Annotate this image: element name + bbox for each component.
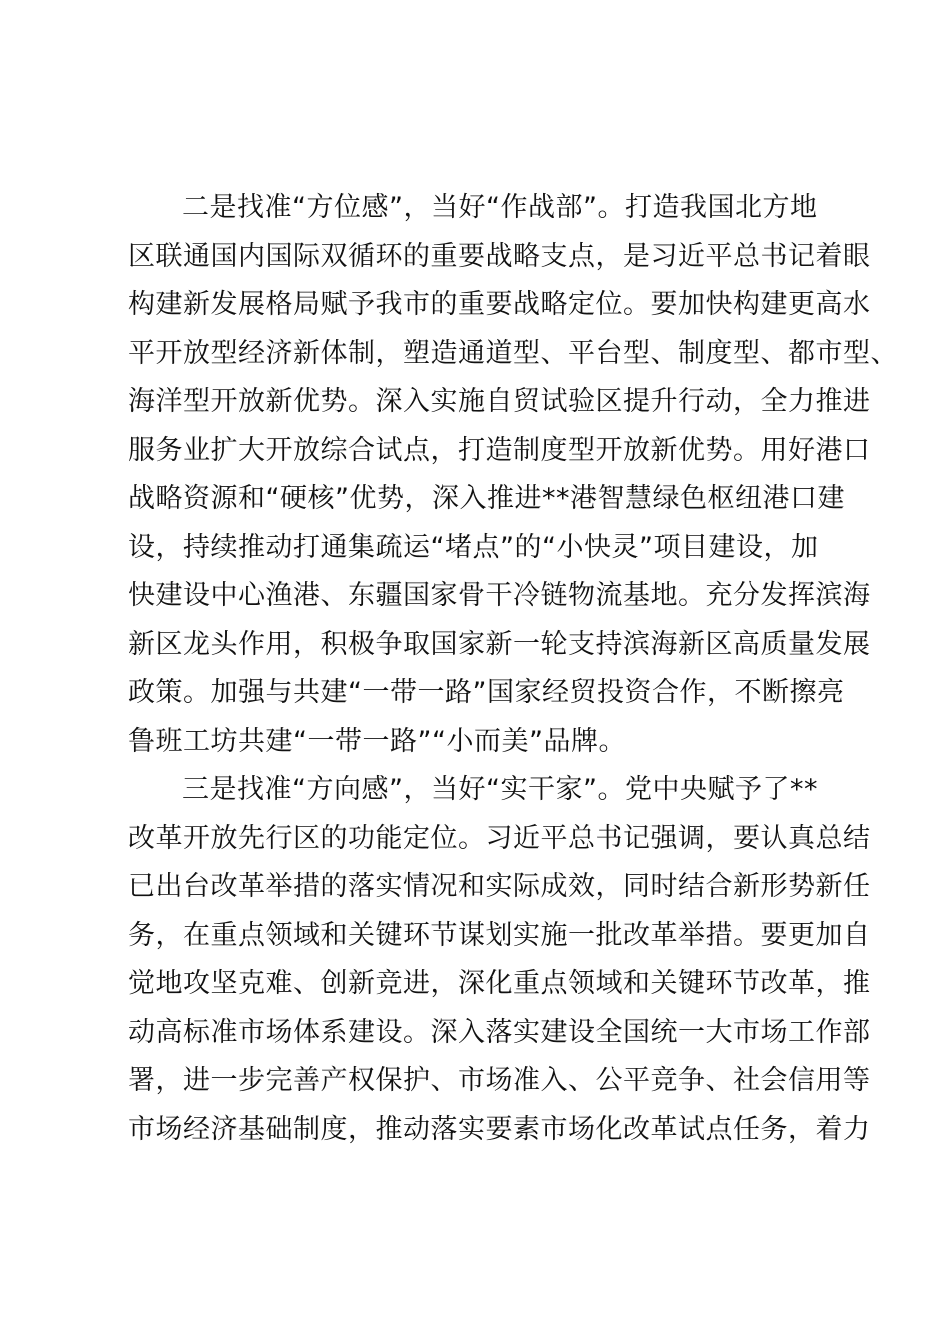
paragraph-line: 平开放型经济新体制，塑造通道型、平台型、制度型、都市型、 — [128, 337, 898, 369]
paragraph-line: 新区龙头作用，积极争取国家新一轮支持滨海新区高质量发展 — [128, 628, 871, 660]
paragraph-fangweigan — [128, 184, 898, 766]
paragraph-line: 鲁班工坊共建“一带一路”“小而美”品牌。 — [128, 725, 626, 757]
paragraph-line: 区联通国内国际双循环的重要战略支点，是习近平总书记着眼 — [128, 240, 871, 272]
paragraph-line: 二是找准“方位感”，当好“作战部”。打造我国北方地 — [182, 192, 818, 223]
paragraph-fangxianggan — [128, 766, 871, 1154]
document-body — [128, 184, 898, 1154]
paragraph-line: 构建新发展格局赋予我市的重要战略定位。要加快构建更高水 — [128, 289, 871, 320]
paragraph-line: 服务业扩大开放综合试点，打造制度型开放新优势。用好港口 — [128, 434, 871, 466]
paragraph-line: 已出台改革举措的落实情况和实际成效，同时结合新形势新任 — [128, 871, 871, 902]
paragraph-line: 改革开放先行区的功能定位。习近平总书记强调，要认真总结 — [128, 822, 871, 854]
paragraph-line: 署，进一步完善产权保护、市场准入、公平竞争、社会信用等 — [128, 1065, 871, 1096]
paragraph-line: 三是找准“方向感”，当好“实干家”。党中央赋予了** — [182, 774, 818, 805]
paragraph-line: 市场经济基础制度，推动落实要素市场化改革试点任务，着力 — [128, 1113, 871, 1145]
paragraph-line: 战略资源和“硬核”优势，深入推进**港智慧绿色枢纽港口建 — [128, 483, 845, 514]
paragraph-line: 觉地攻坚克难、创新竞进，深化重点领域和关键环节改革，推 — [128, 968, 871, 999]
paragraph-line: 务，在重点领域和关键环节谋划实施一批改革举措。要更加自 — [128, 919, 871, 951]
paragraph-line: 海洋型开放新优势。深入实施自贸试验区提升行动，全力推进 — [128, 386, 871, 417]
paragraph-line: 设，持续推动打通集疏运“堵点”的“小快灵”项目建设，加 — [128, 531, 819, 563]
paragraph-line: 政策。加强与共建“一带一路”国家经贸投资合作，不断擦亮 — [128, 677, 845, 708]
paragraph-line: 动高标准市场体系建设。深入落实建设全国统一大市场工作部 — [128, 1016, 871, 1048]
paragraph-line: 快建设中心渔港、东疆国家骨干冷链物流基地。充分发挥滨海 — [128, 580, 871, 611]
